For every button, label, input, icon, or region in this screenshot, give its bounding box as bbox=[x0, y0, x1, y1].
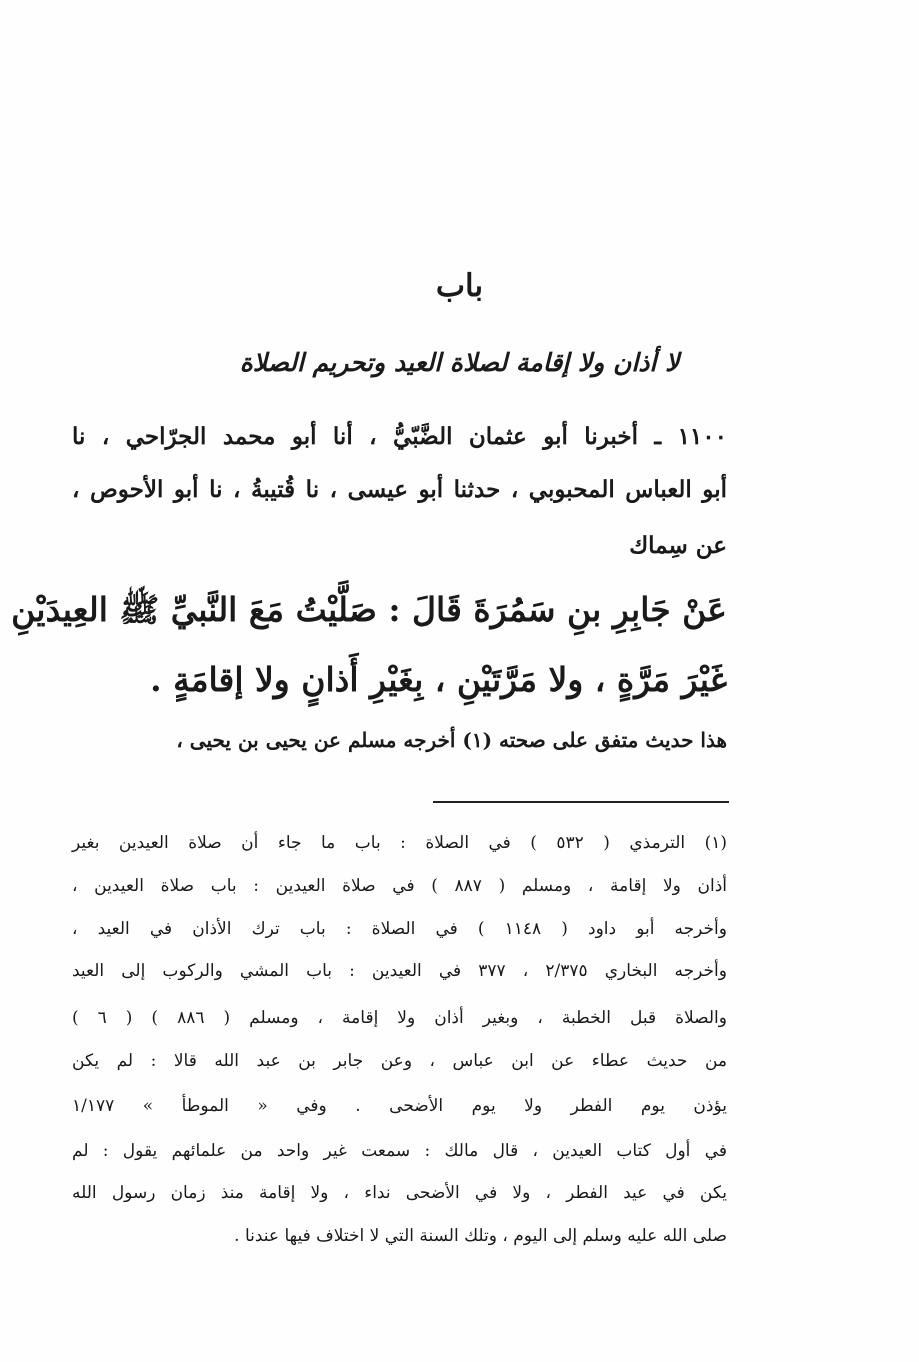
footnote-line: والصلاة قبل الخطبة ، وبغير أذان ولا إقامة ، ومسلم ( ٨٨٦ ) ( ٦ ) bbox=[72, 1008, 727, 1028]
footnote-line: وأخرجه البخاري ٢/٣٧٥ ، ٣٧٧ في العيدين : باب المشي والركوب إلى العيد bbox=[72, 961, 727, 981]
isnad-line: أبو العباس المحبوبي ، حدثنا أبو عيسى ، نا قُتيبةُ ، نا أبو الأحوص ، bbox=[72, 476, 727, 503]
footnote-line: أذان ولا إقامة ، ومسلم ( ٨٨٧ ) في صلاة العيدين : باب صلاة العيدين ، bbox=[72, 876, 727, 896]
footnote-line: صلى الله عليه وسلم إلى اليوم ، وتلك السنة التي لا اختلاف فيها عندنا . bbox=[234, 1226, 727, 1246]
footnote-divider bbox=[433, 801, 729, 803]
footnote-line: يؤذن يوم الفطر ولا يوم الأضحى . وفي « الموطأ » ١/١٧٧ bbox=[72, 1096, 727, 1116]
footnote-line: من حديث عطاء عن ابن عباس ، وعن جابر بن عبد الله قالا : لم يكن bbox=[72, 1051, 727, 1071]
isnad-line: ١١٠٠ ـ أخبرنا أبو عثمان الضَّبّيُّ ، أنا أبو محمد الجرّاحي ، نا bbox=[72, 423, 727, 450]
isnad-line: عن سِماك bbox=[629, 532, 727, 559]
hadith-text-line: غَيْرَ مَرَّةٍ ، ولا مَرَّتَيْنِ ، بِغَيْرِ أَذانٍ ولا إقامَةٍ . bbox=[150, 660, 727, 699]
footnote-line: في أول كتاب العيدين ، قال مالك : سمعت غير واحد من علمائهم يقول : لم bbox=[72, 1141, 727, 1161]
footnote-line: (١) الترمذي ( ٥٣٢ ) في الصلاة : باب ما جاء أن صلاة العيدين بغير bbox=[72, 833, 728, 853]
chapter-heading: باب bbox=[435, 268, 484, 304]
footnote-line: يكن في عيد الفطر ، ولا في الأضحى نداء ، ولا إقامة منذ زمان رسول الله bbox=[72, 1183, 727, 1203]
hadith-text-line: عَنْ جَابِرِ بنِ سَمُرَةَ قَالَ : صَلَّيْتُ مَعَ النَّبيِّ ﷺ العِيدَيْنِ bbox=[11, 590, 727, 629]
footnote-line: وأخرجه أبو داود ( ١١٤٨ ) في الصلاة : باب ترك الأذان في العيد ، bbox=[72, 919, 727, 939]
commentary-line: هذا حديث متفق على صحته (١) أخرجه مسلم عن يحيى بن يحيى ، bbox=[176, 728, 727, 752]
chapter-subtitle: لا أذان ولا إقامة لصلاة العيد وتحريم الصلاة bbox=[239, 348, 680, 377]
